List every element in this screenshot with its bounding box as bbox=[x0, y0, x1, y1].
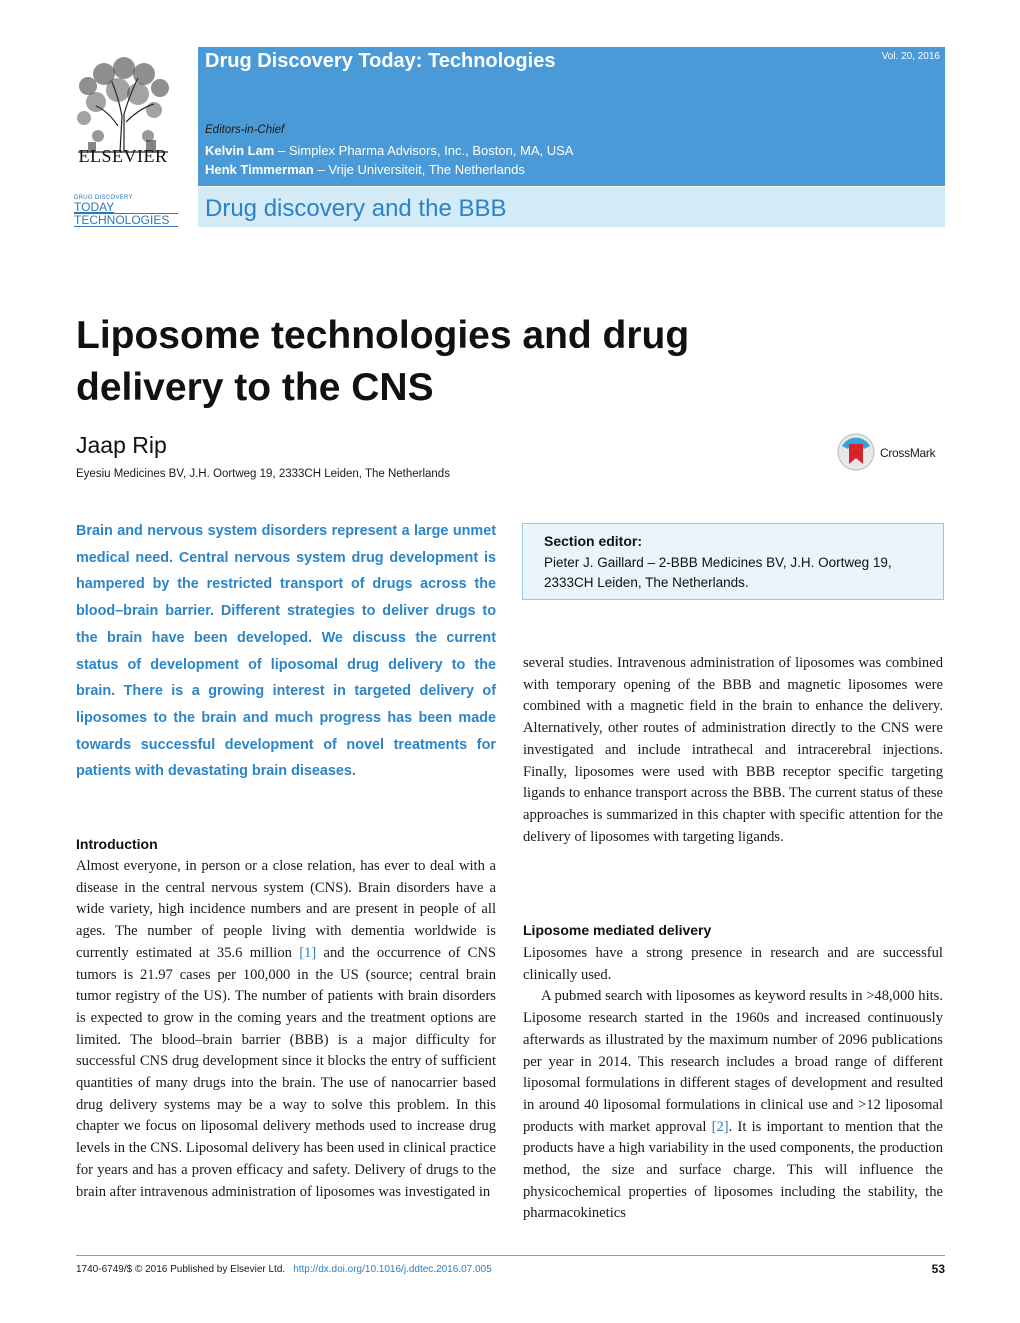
lmd-text-a: A pubmed search with liposomes as keyword results in >48,000 hits. Liposome research started in the 1960s and increased continuously afterwards as illustrated by the maximum number of 2096 publications per year in 2014. This research includes a broad range of different liposomal formulations in different stages of development and resulted in around 40 liposomal formulations in clinical use and >12 liposomal products with market approval bbox=[523, 988, 943, 1135]
editor-in-chief-1 bbox=[205, 143, 573, 158]
intro-text-a: Almost everyone, in person or a close relation, has ever to deal with a disease in the central nervous system (CNS). Brain disorders have a wide variety, high incidence numbers and are present in people of all ages. The number of people living with dementia worldwide is currently estimated at 35.6 million bbox=[76, 858, 496, 961]
author-affiliation: Eyesiu Medicines BV, J.H. Oortweg 19, 2333CH Leiden, The Netherlands bbox=[76, 468, 450, 480]
liposome-mediated-delivery-body bbox=[523, 943, 943, 1247]
publisher-name: ELSEVIER bbox=[78, 146, 168, 166]
author-name: Jaap Rip bbox=[76, 432, 167, 458]
introduction-heading: Introduction bbox=[76, 836, 158, 852]
doi-link[interactable]: http://dx.doi.org/10.1016/j.ddtec.2016.07.005 bbox=[293, 1264, 492, 1275]
liposome-mediated-delivery-heading: Liposome mediated delivery bbox=[523, 922, 712, 938]
journal-logo-line1: DRUG DISCOVERY bbox=[74, 195, 133, 201]
citation-link-1[interactable]: [1] bbox=[299, 944, 317, 961]
lmd-paragraph-2 bbox=[523, 986, 943, 1225]
journal-logo-line3: TECHNOLOGIES bbox=[74, 213, 178, 227]
volume-label: Vol. 20, 2016 bbox=[881, 51, 940, 62]
journal-logo bbox=[74, 195, 178, 231]
lmd-paragraph-1: Liposomes have a strong presence in research and are successful clinically used. bbox=[523, 945, 943, 983]
abstract: Brain and nervous system disorders represent a large unmet medical need. Central nervous system drug development is hampered by the restricted transport of drugs across the blood–brain barrier. Different strategies to deliver drugs to the brain have been developed. We discuss the current status of development of liposomal drug delivery to the brain. There is a growing interest in targeted delivery of liposomes to the brain and much progress has been made towards successful development of novel treatments for patients with devastating brain diseases. bbox=[76, 523, 496, 780]
page-number: 53 bbox=[931, 1262, 945, 1276]
intro-text-b: and the occurrence of CNS tumors is 21.97 cases per 100,000 in the US (source; central brain tumor registry of the US). The number of patients with brain disorders is expected to grow in the coming years and the treatment options are limited. The blood–brain barrier (BBB) is a major difficulty for successful CNS drug development since it blocks the entry of sufficient quantities of many drugs into the brain. The use of nanocarrier based drug delivery systems may be a way to solve this problem. In this chapter we focus on liposomal delivery methods used to increase drug levels in the CNS. Liposomal delivery has been used in clinical practice for years and has a proven efficacy and safety. Delivery of drugs to the brain after intravenous administration of liposomes was investigated in bbox=[76, 944, 496, 1200]
footer-info bbox=[76, 1264, 492, 1275]
section-title: Drug discovery and the BBB bbox=[205, 195, 507, 222]
editor-in-chief-2 bbox=[205, 162, 525, 177]
section-editor-text: Pieter J. Gaillard – 2-BBB Medicines BV, J.H. Oortweg 19, 2333CH Leiden, The Netherlands. bbox=[544, 555, 892, 590]
crossmark-label[interactable]: CrossMark bbox=[880, 446, 936, 460]
footer-divider bbox=[76, 1255, 945, 1256]
citation-link-2[interactable]: [2] bbox=[711, 1118, 729, 1135]
journal-logo-line2: TODAY bbox=[74, 200, 115, 214]
editor-affiliation: – Vrije Universiteit, The Netherlands bbox=[313, 162, 525, 177]
copyright-text: 1740-6749/$ © 2016 Published by Elsevier Ltd. bbox=[76, 1264, 286, 1275]
section-editor-label: Section editor: bbox=[544, 533, 643, 549]
editors-in-chief-label: Editors-in-Chief bbox=[205, 124, 285, 136]
journal-title: Drug Discovery Today: Technologies bbox=[205, 50, 556, 72]
editor-name: Kelvin Lam bbox=[205, 143, 275, 158]
introduction-continued bbox=[523, 653, 943, 893]
lmd-text-b: . It is important to mention that the products have a high variability in the used components, the production method, the size and surface charge. This will influence the physicochemical properties of liposomes including the stability, the pharmacokinetics bbox=[523, 1118, 943, 1222]
article-title: Liposome technologies and drug delivery to the CNS bbox=[76, 314, 690, 409]
introduction-paragraph bbox=[76, 856, 496, 1246]
editor-name: Henk Timmerman bbox=[205, 162, 314, 177]
intro-continued-text: several studies. Intravenous administration of liposomes was combined with temporary opening of the BBB and magnetic liposomes were combined with a magnetic field in the brain to enhance the delivery. Alternatively, other routes of administration directly to the CNS were investigated and include intrathecal and intracerebral injections. Finally, liposomes were used with BBB receptor specific targeting ligands to enhance transport across the BBB. The current status of these approaches is summarized in this chapter with specific attention for the delivery of liposomes with targeting ligands. bbox=[523, 655, 943, 845]
editor-affiliation: – Simplex Pharma Advisors, Inc., Boston, MA, USA bbox=[274, 143, 574, 158]
